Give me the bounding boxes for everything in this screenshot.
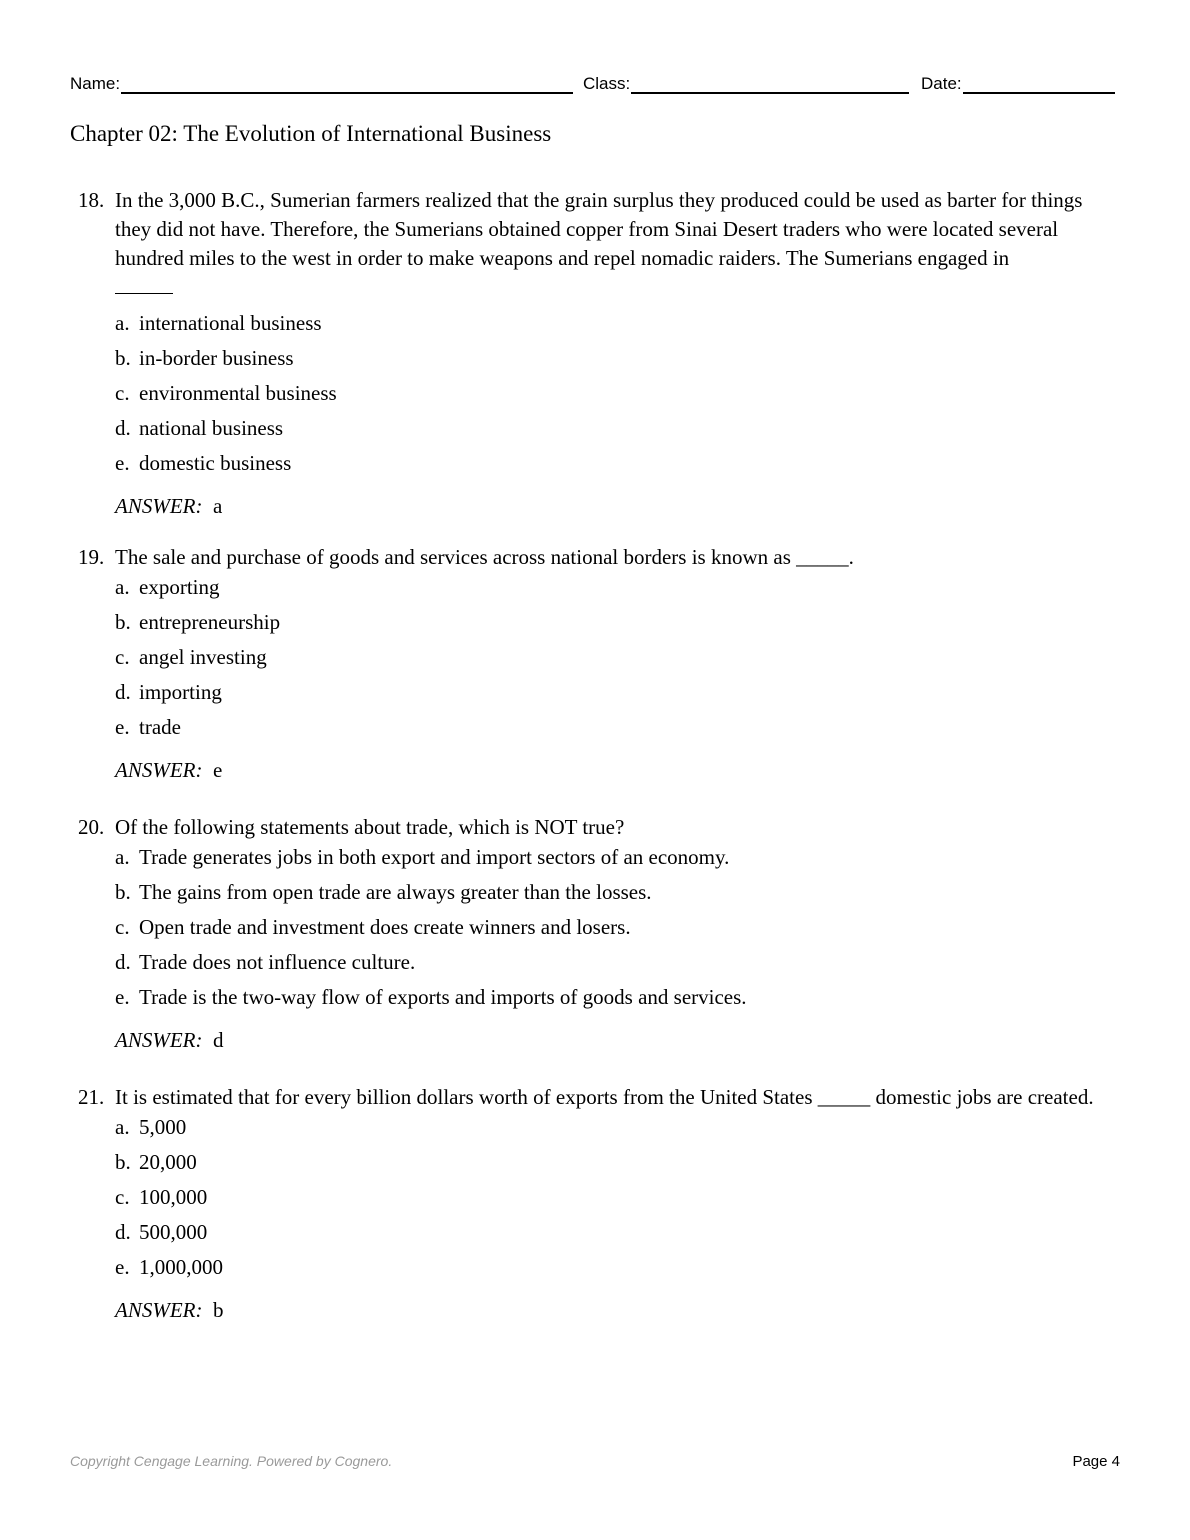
question-stem: [70, 813, 1120, 842]
answer-value: e: [212, 758, 223, 782]
name-line: [121, 68, 573, 94]
option: c. environmental business: [115, 381, 337, 405]
answer-line: [115, 492, 1120, 521]
option: d. Trade does not influence culture.: [115, 950, 416, 974]
options-list: [115, 1113, 1120, 1288]
option: b. in-border business: [115, 346, 294, 370]
question-text: It is estimated that for every billion dollars worth of exports from the United States _____ domestic jobs are created.: [115, 1085, 1094, 1109]
question-19: [70, 543, 1120, 785]
date-label: Date:: [921, 74, 962, 93]
question-number: 18.: [78, 188, 105, 212]
class-field: [583, 68, 909, 94]
options-list: [115, 843, 1120, 1018]
options-list: [115, 573, 1120, 748]
answer-value: d: [212, 1028, 224, 1052]
question-text: The sale and purchase of goods and services across national borders is known as _____.: [115, 545, 854, 569]
option: b. 20,000: [115, 1150, 197, 1174]
answer-label: ANSWER:: [115, 494, 203, 518]
question-number: 20.: [78, 815, 105, 839]
answer-value: b: [212, 1298, 224, 1322]
options-list: [115, 309, 1120, 484]
option: b. The gains from open trade are always greater than the losses.: [115, 880, 652, 904]
option: e. 1,000,000: [115, 1255, 223, 1279]
class-line: [631, 68, 909, 94]
question-stem: [70, 543, 1120, 572]
option: a. Trade generates jobs in both export and import sectors of an economy.: [115, 845, 730, 869]
option: a. international business: [115, 311, 322, 335]
option: d. 500,000: [115, 1220, 208, 1244]
question-stem: [70, 186, 1120, 273]
name-field: [70, 68, 573, 94]
option: e. domestic business: [115, 451, 292, 475]
option: c. angel investing: [115, 645, 267, 669]
option: b. entrepreneurship: [115, 610, 281, 634]
answer-label: ANSWER:: [115, 1298, 203, 1322]
option: d. importing: [115, 680, 222, 704]
answer-label: ANSWER:: [115, 1028, 203, 1052]
question-stem: [70, 1083, 1120, 1112]
question-number: 21.: [78, 1085, 105, 1109]
option: e. Trade is the two-way flow of exports and imports of goods and services.: [115, 985, 747, 1009]
date-line: [963, 68, 1115, 94]
copyright-footer: Copyright Cengage Learning. Powered by Cognero.: [70, 1453, 393, 1469]
option: e. trade: [115, 715, 181, 739]
date-field: [921, 68, 1115, 94]
option: a. exporting: [115, 575, 220, 599]
question-21: [70, 1083, 1120, 1325]
option: d. national business: [115, 416, 284, 440]
class-label: Class:: [583, 74, 631, 93]
page-number: Page 4: [1072, 1453, 1120, 1470]
answer-line: [115, 1026, 1120, 1055]
answer-label: ANSWER:: [115, 758, 203, 782]
option: a. 5,000: [115, 1115, 187, 1139]
answer-line: [115, 1296, 1120, 1325]
answer-value: a: [212, 494, 223, 518]
name-label: Name:: [70, 74, 121, 93]
question-text: In the 3,000 B.C., Sumerian farmers realized that the grain surplus they produced could be used as barter for things they did not have. Therefore, the Sumerians obtained copper from Sinai Desert traders who were located several hundred miles to the west in order to make weapons and repel nomadic raiders. The Sumerians engaged in: [115, 188, 1083, 270]
question-18: [70, 186, 1120, 521]
question-text: Of the following statements about trade, which is NOT true?: [115, 815, 625, 839]
option: c. 100,000: [115, 1185, 208, 1209]
question-number: 19.: [78, 545, 105, 569]
question-20: [70, 813, 1120, 1055]
answer-blank: [70, 273, 1120, 303]
student-info-header: [70, 68, 1120, 96]
chapter-title: Chapter 02: The Evolution of International Business: [70, 121, 552, 146]
answer-line: [115, 756, 1120, 785]
option: c. Open trade and investment does create winners and losers.: [115, 915, 631, 939]
